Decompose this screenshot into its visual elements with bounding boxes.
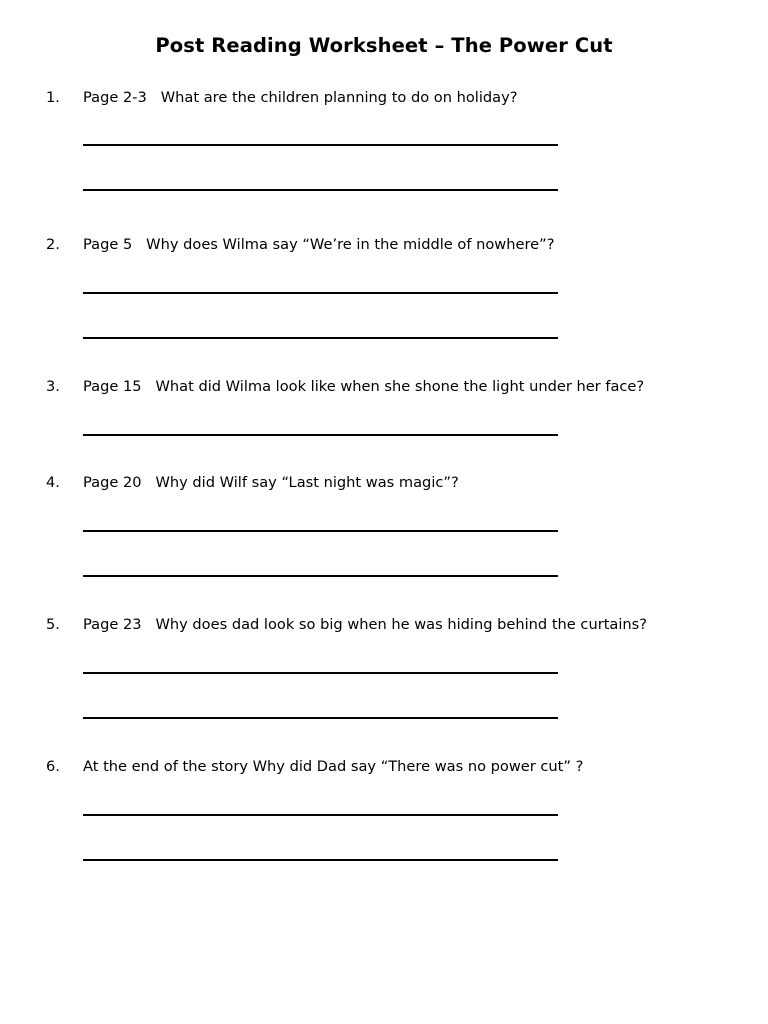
answer-line-3a[interactable] bbox=[83, 434, 558, 436]
worksheet-title: Post Reading Worksheet – The Power Cut bbox=[155, 34, 613, 57]
answer-line-5a[interactable] bbox=[83, 672, 558, 674]
question-number: 3. bbox=[46, 378, 60, 395]
question-text: Page 23 Why does dad look so big when he was hiding behind the curtains? bbox=[83, 616, 648, 633]
answer-line-4a[interactable] bbox=[83, 530, 558, 532]
question-number: 1. bbox=[46, 89, 60, 106]
question-text: At the end of the story Why did Dad say “There was no power cut” ? bbox=[83, 758, 584, 775]
question-text: Page 2-3 What are the children planning to do on holiday? bbox=[83, 89, 518, 106]
answer-line-6b[interactable] bbox=[83, 859, 558, 861]
answer-line-1b[interactable] bbox=[83, 189, 558, 191]
answer-line-5b[interactable] bbox=[83, 717, 558, 719]
question-5 bbox=[0, 615, 768, 635]
question-number: 4. bbox=[46, 474, 60, 491]
question-text: Page 15 What did Wilma look like when she shone the light under her face? bbox=[83, 378, 645, 395]
question-number: 2. bbox=[46, 236, 60, 253]
question-2 bbox=[0, 235, 768, 255]
question-6 bbox=[0, 757, 768, 777]
question-1 bbox=[0, 88, 768, 108]
answer-line-6a[interactable] bbox=[83, 814, 558, 816]
question-number: 5. bbox=[46, 616, 60, 633]
question-text: Page 5 Why does Wilma say “We’re in the middle of nowhere”? bbox=[83, 236, 555, 253]
answer-line-1a[interactable] bbox=[83, 144, 558, 146]
answer-line-2a[interactable] bbox=[83, 292, 558, 294]
question-3 bbox=[0, 377, 768, 397]
answer-line-2b[interactable] bbox=[83, 337, 558, 339]
question-4 bbox=[0, 473, 768, 493]
question-text: Page 20 Why did Wilf say “Last night was magic”? bbox=[83, 474, 459, 491]
question-number: 6. bbox=[46, 758, 60, 775]
answer-line-4b[interactable] bbox=[83, 575, 558, 577]
